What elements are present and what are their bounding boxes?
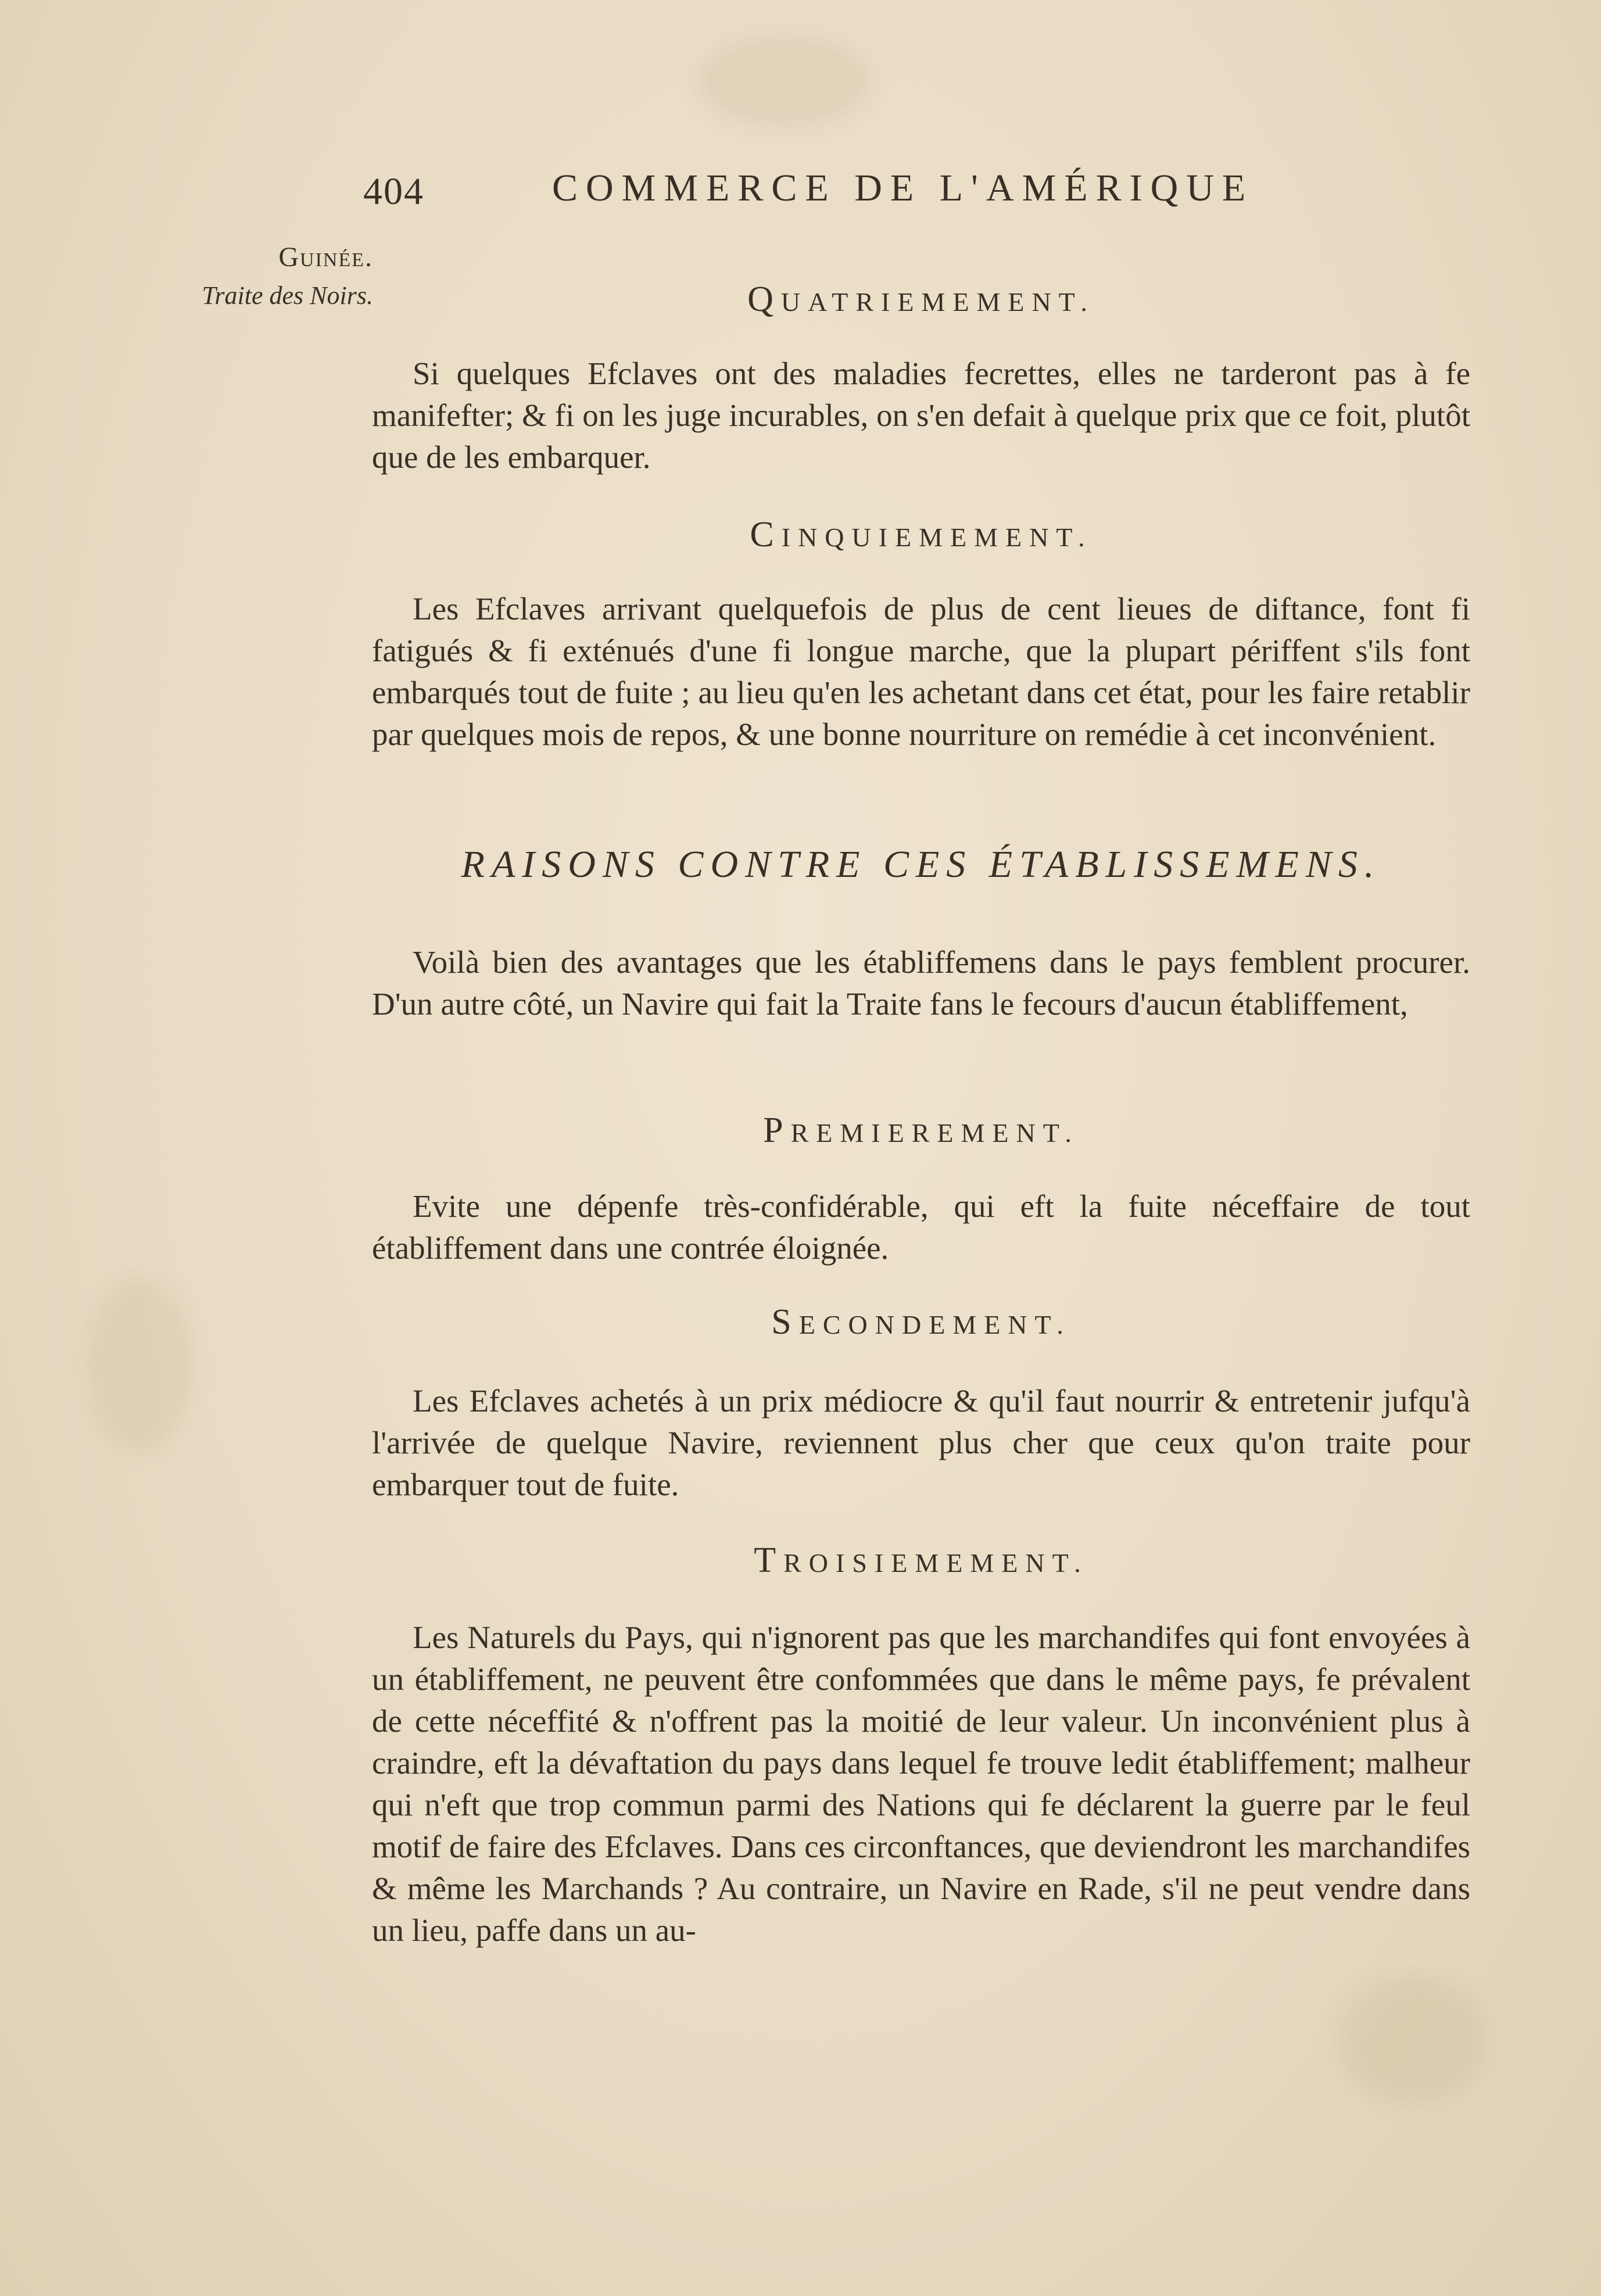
running-title: COMMERCE DE L'AMÉRIQUE — [552, 167, 1254, 209]
section-heading: CINQUIEMEMENT. — [750, 515, 1093, 554]
page-number: 404 — [363, 170, 424, 213]
section-heading: SECONDEMENT. — [771, 1302, 1071, 1342]
major-heading: RAISONS CONTRE CES ÉTABLISSEMENS. — [461, 843, 1381, 886]
section-heading-quatriemement-block — [372, 279, 1470, 320]
paper-stain — [1337, 1976, 1488, 2104]
section-paragraph-block — [372, 941, 1470, 1025]
section-paragraph-block — [372, 1185, 1470, 1269]
section-paragraph-block — [372, 1617, 1470, 1951]
section-paragraph: Les Efclaves achetés à un prix médiocre & qu'il faut nourrir & entretenir jufqu'à l'arrivée de quelque Navire, reviennent plus cher que ceux qu'on traite pour embarquer tout de fuite. — [372, 1383, 1470, 1502]
margin-topic: Traite des Noirs. — [202, 281, 373, 310]
margin-region: Guinée. — [278, 242, 373, 273]
section-paragraph: Evite une dépenfe très-confidérable, qui eft la fuite néceffaire de tout établiffement dans une contrée éloignée. — [372, 1188, 1470, 1266]
section-heading: PREMIEREMENT. — [763, 1111, 1079, 1150]
section-paragraph-block — [372, 588, 1470, 755]
section-paragraph-block — [372, 353, 1470, 478]
section-heading: QUATRIEMEMENT. — [747, 280, 1095, 319]
section-paragraph: Si quelques Efclaves ont des maladies fecrettes, elles ne tarderont pas à fe manifefter; & fi on les juge incurables, on s'en defait à quelque prix que ce foit, plutôt que de les embarquer. — [372, 356, 1470, 475]
paper-stain — [697, 35, 872, 128]
section-heading-premierement-block — [372, 1110, 1470, 1151]
section-heading-troisiemement-block — [372, 1540, 1470, 1581]
margin-note — [152, 235, 373, 318]
section-paragraph: Les Efclaves arrivant quelquefois de plus de cent lieues de diftance, font fi fatigués & fi exténués d'une fi longue marche, que la plupart périffent s'ils font embarqués tout de fuite ; au lieu qu'en les achetant dans cet état, pour les faire retablir par quelques mois de repos, & une bonne nourriture on remédie à cet inconvénient. — [372, 591, 1470, 752]
section-paragraph: Voilà bien des avantages que les établiffemens dans le pays femblent procurer. D'un autre côté, un Navire qui fait la Traite fans le fecours d'aucun établiffement, — [372, 944, 1470, 1022]
section-heading-cinquiemement-block — [372, 514, 1470, 556]
section-paragraph: Les Naturels du Pays, qui n'ignorent pas que les marchandifes qui font envoyées à un établiffement, ne peuvent être confommées que dans le même pays, fe prévalent de cette néceffité & n'offrent pas la moitié de leur valeur. Un inconvénient plus à craindre, eft la dévaftation du pays dans lequel fe trouve ledit établiffement; malheur qui n'eft que trop commun parmi des Nations qui fe déclarent la guerre par le feul motif de faire des Efclaves. Dans ces circonftances, que deviendront les marchandifes & même les Marchands ? Au contraire, un Navire en Rade, s'il ne peut vendre dans un lieu, paffe dans un au- — [372, 1620, 1470, 1948]
section-heading: TROISIEMEMENT. — [754, 1541, 1088, 1580]
section-heading-secondement-block — [372, 1302, 1470, 1343]
section-paragraph-block — [372, 1380, 1470, 1506]
paper-stain — [87, 1278, 192, 1453]
big-heading-block — [372, 843, 1470, 887]
